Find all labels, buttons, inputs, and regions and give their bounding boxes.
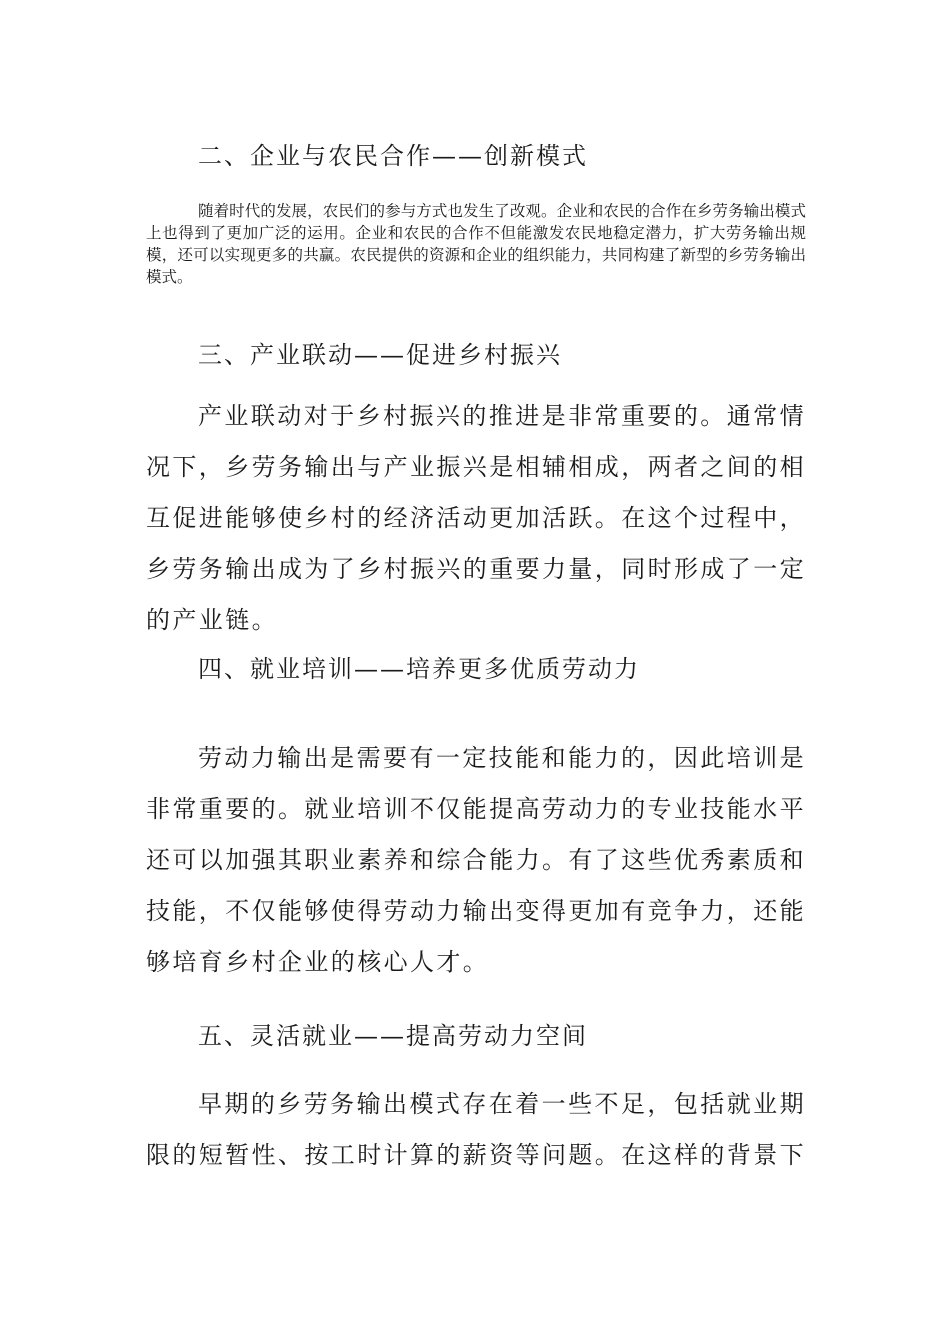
- section-body-3: 产业联动对于乡村振兴的推进是非常重要的。通常情况下，乡劳务输出与产业振兴是相辅相成，两者之间的相互促进能够使乡村的经济活动更加活跃。在这个过程中，乡劳务输出成为了乡村振兴的重要力量，同时形成了一定的产业链。: [146, 402, 806, 634]
- section-body-5: 早期的乡劳务输出模式存在着一些不足，包括就业期限的短暂性、按工时计算的薪资等问题。在这样的背景下: [146, 1090, 806, 1169]
- section-body-2: 随着时代的发展，农民们的参与方式也发生了改观。企业和农民的合作在乡劳务输出模式上也得到了更加广泛的运用。企业和农民的合作不但能激发农民地稳定潜力，扩大劳务输出规模，还可以实现更多的共赢。农民提供的资源和企业的组织能力，共同构建了新型的乡劳务输出模式。: [146, 202, 806, 286]
- section-heading-5: 五、灵活就业——提高劳动力空间: [198, 1022, 588, 1050]
- section-heading-2: 二、企业与农民合作——创新模式: [198, 142, 588, 170]
- section-body-4: 劳动力输出是需要有一定技能和能力的，因此培训是非常重要的。就业培训不仅能提高劳动力的专业技能水平还可以加强其职业素养和综合能力。有了这些优秀素质和技能，不仅能够使得劳动力输出变得更加有竞争力，还能够培育乡村企业的核心人才。: [146, 744, 806, 976]
- section-heading-3: 三、产业联动——促进乡村振兴: [198, 341, 562, 369]
- section-heading-4: 四、就业培训——培养更多优质劳动力: [198, 655, 640, 683]
